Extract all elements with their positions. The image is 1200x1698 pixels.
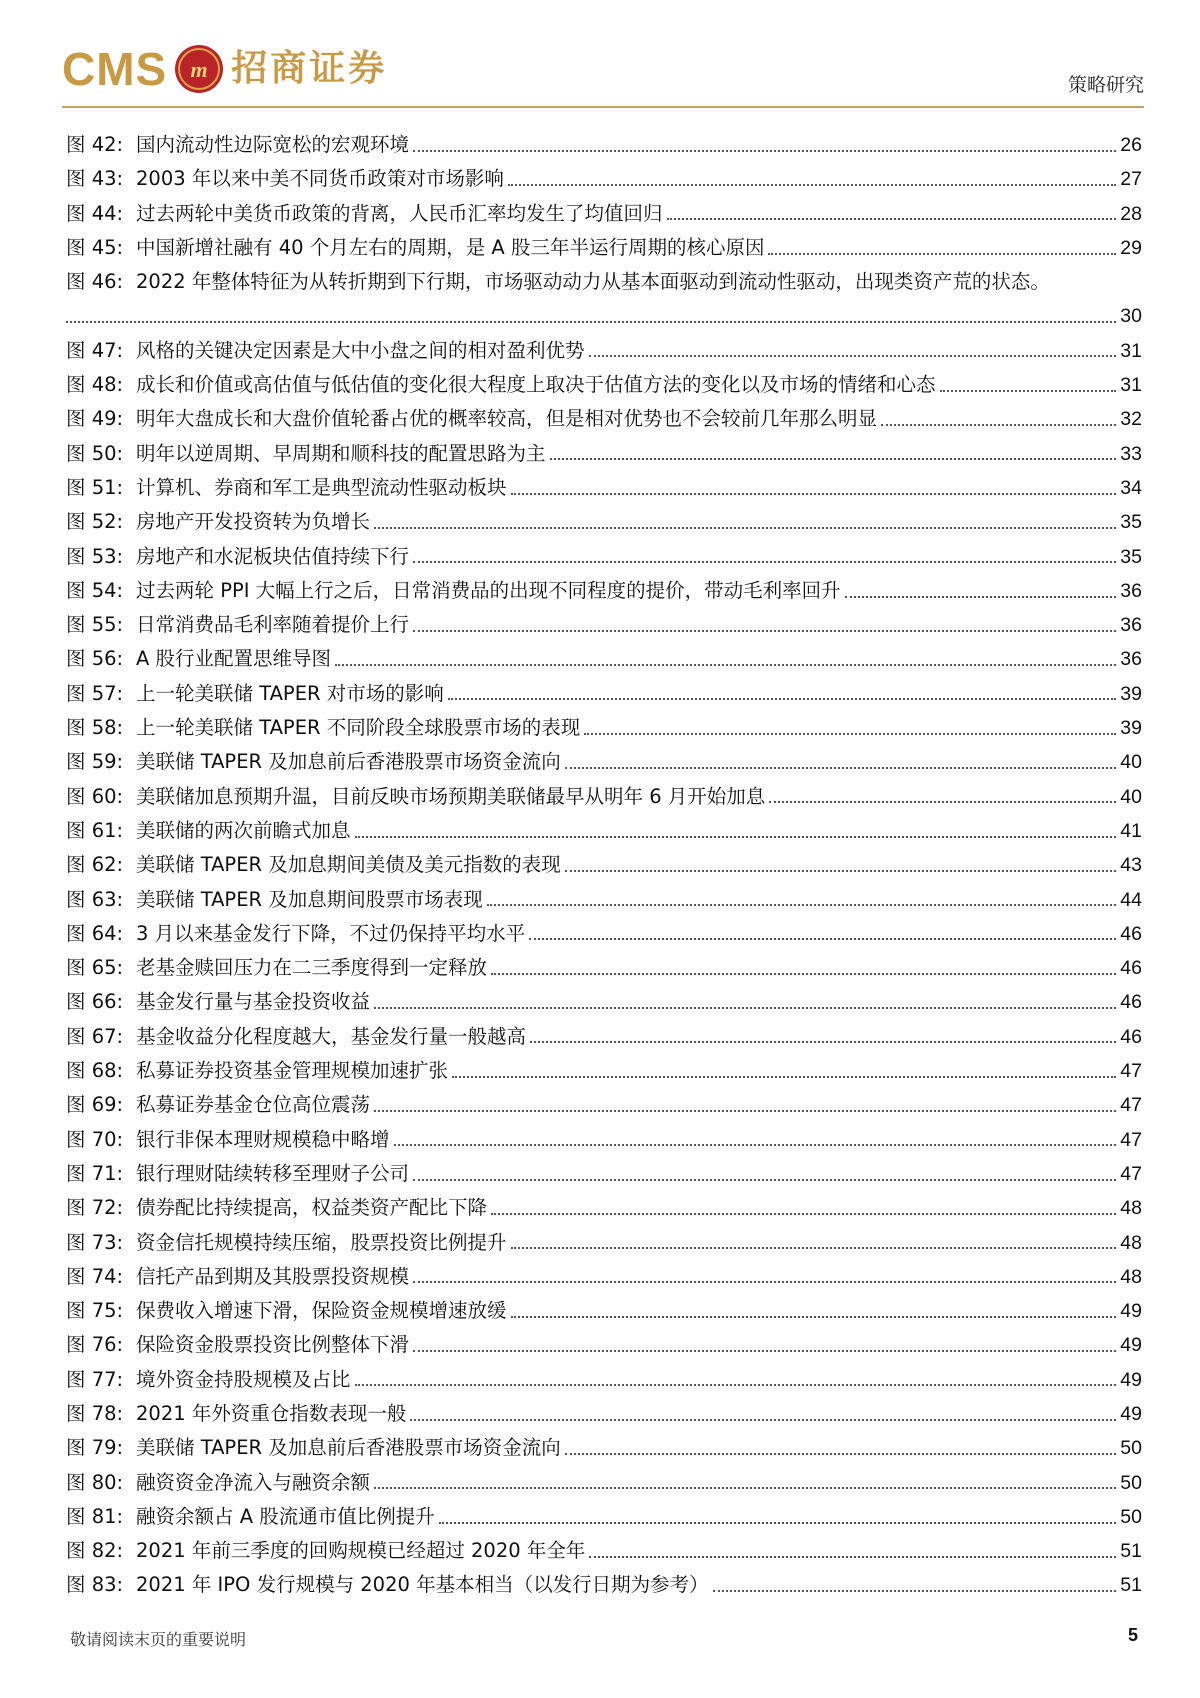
toc-figure-title: 明年以逆周期、早周期和顺科技的配置思路为主 [136, 441, 546, 465]
toc-page-number: 39 [1120, 717, 1142, 740]
toc-figure-label: 图 76: [66, 1333, 124, 1357]
toc-entry[interactable] [66, 540, 1142, 574]
toc-figure-title: 成长和价值或高估值与低估值的变化很大程度上取决于估值方法的变化以及市场的情绪和心态 [136, 373, 936, 397]
toc-dot-leader [511, 1246, 1117, 1249]
toc-figure-label: 图 62: [66, 853, 124, 877]
toc-dot-leader [355, 1383, 1117, 1386]
toc-figure-label: 图 68: [66, 1059, 124, 1083]
toc-page-number: 46 [1120, 991, 1142, 1014]
toc-figure-label: 图 47: [66, 338, 124, 362]
figure-table-of-contents [66, 128, 1142, 1603]
toc-dot-leader [565, 869, 1117, 872]
toc-dot-leader [491, 972, 1116, 975]
toc-figure-title: 房地产和水泥板块估值持续下行 [136, 544, 410, 568]
toc-figure-title: 境外资金持股规模及占比 [136, 1367, 351, 1391]
toc-figure-label: 图 61: [66, 818, 124, 842]
toc-dot-leader [335, 663, 1116, 666]
toc-dot-leader [550, 457, 1117, 460]
toc-entry[interactable] [66, 1260, 1142, 1294]
toc-figure-title: 资金信托规模持续压缩，股票投资比例提升 [136, 1230, 507, 1254]
toc-figure-label: 图 81: [66, 1504, 124, 1528]
toc-figure-title: 2021 年外资重仓指数表现一般 [136, 1401, 407, 1425]
toc-page-number: 49 [1120, 1334, 1142, 1357]
toc-page-number: 49 [1120, 1300, 1142, 1323]
toc-figure-title: A 股行业配置思维导图 [136, 647, 332, 671]
toc-dot-leader [565, 1452, 1117, 1455]
toc-figure-title: 私募证券基金仓位高位震荡 [136, 1093, 371, 1117]
toc-figure-title: 中国新增社融有 40 个月左右的周期，是 A 股三年半运行周期的核心原因 [136, 235, 765, 259]
toc-dot-leader [940, 389, 1117, 392]
toc-dot-leader [491, 1212, 1116, 1215]
toc-figure-title: 银行非保本理财规模稳中略增 [136, 1127, 390, 1151]
toc-page-number: 48 [1120, 1197, 1142, 1220]
toc-entry[interactable] [66, 677, 1142, 711]
toc-entry[interactable] [66, 231, 1142, 265]
toc-page-number: 44 [1120, 888, 1142, 911]
toc-figure-title: 2022 年整体特征为从转折期到下行期，市场驱动动力从基本面驱动到流动性驱动，出现类资产荒的状态。 [136, 270, 1050, 294]
toc-figure-label: 图 51: [66, 475, 124, 499]
page-number: 5 [1127, 1625, 1138, 1645]
toc-entry[interactable] [66, 814, 1142, 848]
toc-dot-leader [413, 1280, 1116, 1283]
toc-page-number: 50 [1120, 1437, 1142, 1460]
page-header [62, 38, 1144, 108]
toc-figure-label: 图 69: [66, 1093, 124, 1117]
toc-dot-leader [66, 320, 1116, 323]
toc-figure-label: 图 79: [66, 1436, 124, 1460]
toc-entry[interactable] [66, 1294, 1142, 1328]
toc-entry[interactable] [66, 1123, 1142, 1157]
toc-figure-title: 美联储的两次前瞻式加息 [136, 818, 351, 842]
toc-entry[interactable] [66, 780, 1142, 814]
toc-entry[interactable] [66, 437, 1142, 471]
toc-page-number: 35 [1120, 511, 1142, 534]
toc-figure-label: 图 65: [66, 956, 124, 980]
toc-dot-leader [667, 217, 1117, 220]
toc-page-number: 39 [1120, 682, 1142, 705]
toc-figure-label: 图 72: [66, 1196, 124, 1220]
toc-dot-leader [413, 560, 1116, 563]
toc-dot-leader [529, 937, 1116, 940]
toc-dot-leader [355, 835, 1117, 838]
toc-page-number: 50 [1120, 1505, 1142, 1528]
toc-page-number: 31 [1120, 339, 1142, 362]
toc-figure-title: 美联储 TAPER 及加息前后香港股票市场资金流向 [136, 750, 561, 774]
toc-page-number: 49 [1120, 1402, 1142, 1425]
toc-dot-leader [589, 1555, 1116, 1558]
toc-entry[interactable] [66, 1157, 1142, 1191]
toc-page-number: 29 [1120, 236, 1142, 259]
toc-entry[interactable] [66, 1363, 1142, 1397]
footer-disclaimer: 敬请阅读末页的重要说明 [70, 1630, 247, 1649]
toc-entry[interactable] [66, 334, 1142, 368]
toc-dot-leader [584, 732, 1116, 735]
toc-page-number: 41 [1120, 819, 1142, 842]
toc-figure-label: 图 52: [66, 510, 124, 534]
toc-dot-leader [413, 1178, 1116, 1181]
toc-figure-label: 图 67: [66, 1024, 124, 1048]
svg-text:m: m [190, 57, 208, 82]
toc-figure-label: 图 55: [66, 613, 124, 637]
toc-figure-label: 图 48: [66, 373, 124, 397]
toc-dot-leader [589, 354, 1117, 357]
toc-dot-leader [511, 1315, 1117, 1318]
toc-entry[interactable] [66, 574, 1142, 608]
toc-figure-title: 银行理财陆续转移至理财子公司 [136, 1161, 410, 1185]
toc-figure-title: 美联储 TAPER 及加息期间美债及美元指数的表现 [136, 853, 561, 877]
toc-entry[interactable] [66, 368, 1142, 402]
toc-dot-leader [410, 1418, 1116, 1421]
toc-figure-label: 图 77: [66, 1367, 124, 1391]
toc-figure-label: 图 73: [66, 1230, 124, 1254]
toc-page-number: 33 [1120, 442, 1142, 465]
toc-dot-leader [452, 1075, 1116, 1078]
toc-figure-label: 图 83: [66, 1573, 124, 1597]
toc-dot-leader [881, 423, 1116, 426]
toc-dot-leader [448, 697, 1117, 700]
toc-dot-leader [374, 1109, 1116, 1112]
toc-figure-title: 基金发行量与基金投资收益 [136, 990, 371, 1014]
toc-figure-title: 老基金赎回压力在二三季度得到一定释放 [136, 956, 488, 980]
toc-figure-title: 保险资金股票投资比例整体下滑 [136, 1333, 410, 1357]
toc-figure-label: 图 63: [66, 887, 124, 911]
toc-figure-title: 信托产品到期及其股票投资规模 [136, 1264, 410, 1288]
toc-page-number: 47 [1120, 1162, 1142, 1185]
toc-figure-label: 图 60: [66, 784, 124, 808]
toc-page-number: 30 [1120, 305, 1142, 328]
toc-entry[interactable] [66, 1054, 1142, 1088]
toc-entry[interactable] [66, 1226, 1142, 1260]
toc-figure-title: 计算机、券商和军工是典型流动性驱动板块 [136, 475, 507, 499]
toc-entry[interactable] [66, 745, 1142, 779]
toc-figure-label: 图 82: [66, 1539, 124, 1563]
toc-entry[interactable] [66, 1466, 1142, 1500]
toc-figure-label: 图 50: [66, 441, 124, 465]
toc-figure-title: 明年大盘成长和大盘价值轮番占优的概率较高，但是相对优势也不会较前几年那么明显 [136, 407, 878, 431]
toc-page-number: 47 [1120, 1060, 1142, 1083]
toc-entry[interactable] [66, 1020, 1142, 1054]
toc-entry[interactable] [66, 917, 1142, 951]
toc-page-number: 47 [1120, 1094, 1142, 1117]
toc-figure-title: 过去两轮中美货币政策的背离，人民币汇率均发生了均值回归 [136, 201, 663, 225]
toc-figure-title: 融资资金净流入与融资余额 [136, 1470, 371, 1494]
toc-entry[interactable] [66, 848, 1142, 882]
toc-page-number: 34 [1120, 476, 1142, 499]
toc-entry[interactable] [66, 1431, 1142, 1465]
toc-entry[interactable] [66, 402, 1142, 436]
toc-figure-title: 上一轮美联储 TAPER 不同阶段全球股票市场的表现 [136, 716, 581, 740]
toc-figure-title: 债券配比持续提高，权益类资产配比下降 [136, 1196, 488, 1220]
toc-dot-leader [565, 766, 1117, 769]
toc-figure-label: 图 46: [66, 270, 124, 294]
toc-figure-label: 图 58: [66, 716, 124, 740]
toc-figure-title: 美联储 TAPER 及加息前后香港股票市场资金流向 [136, 1436, 561, 1460]
toc-page-number: 32 [1120, 408, 1142, 431]
toc-dot-leader [374, 526, 1116, 529]
toc-dot-leader [413, 149, 1116, 152]
toc-entry[interactable] [66, 883, 1142, 917]
logo-latin-text: CMS [62, 43, 168, 95]
toc-figure-label: 图 70: [66, 1127, 124, 1151]
header-divider [62, 106, 1144, 108]
toc-dot-leader [768, 252, 1116, 255]
toc-figure-title: 3 月以来基金发行下降，不过仍保持平均水平 [136, 921, 526, 945]
toc-page-number: 48 [1120, 1231, 1142, 1254]
toc-figure-label: 图 54: [66, 578, 124, 602]
toc-dot-leader [439, 1521, 1117, 1524]
toc-figure-title: 私募证券投资基金管理规模加速扩张 [136, 1059, 449, 1083]
toc-entry[interactable] [66, 951, 1142, 985]
toc-page-number: 47 [1120, 1128, 1142, 1151]
toc-page-number: 48 [1120, 1265, 1142, 1288]
toc-dot-leader [413, 1349, 1116, 1352]
toc-figure-label: 图 53: [66, 544, 124, 568]
toc-entry[interactable] [66, 1088, 1142, 1122]
toc-dot-leader [511, 492, 1117, 495]
toc-page-number: 28 [1120, 202, 1142, 225]
toc-figure-title: 国内流动性边际宽松的宏观环境 [136, 133, 410, 156]
toc-dot-leader [394, 1143, 1117, 1146]
toc-figure-label: 图 45: [66, 235, 124, 259]
toc-figure-title: 美联储加息预期升温，目前反映市场预期美联储最早从明年 6 月开始加息 [136, 784, 766, 808]
toc-figure-label: 图 74: [66, 1264, 124, 1288]
toc-page-number: 43 [1120, 854, 1142, 877]
toc-figure-label: 图 80: [66, 1470, 124, 1494]
toc-figure-title: 基金收益分化程度越大，基金发行量一般越高 [136, 1024, 527, 1048]
toc-page-number: 26 [1120, 134, 1142, 156]
toc-page-number: 49 [1120, 1368, 1142, 1391]
toc-figure-title: 保费收入增速下滑，保险资金规模增速放缓 [136, 1299, 507, 1323]
toc-page-number: 51 [1120, 1574, 1142, 1597]
toc-figure-title: 2021 年前三季度的回购规模已经超过 2020 年全年 [136, 1539, 586, 1563]
toc-entry[interactable] [66, 265, 1142, 299]
toc-page-number: 46 [1120, 1025, 1142, 1048]
toc-figure-title: 2003 年以来中美不同货币政策对市场影响 [136, 167, 504, 191]
toc-entry[interactable] [66, 1534, 1142, 1568]
report-section-label: 策略研究 [1067, 74, 1144, 96]
toc-dot-leader [487, 903, 1117, 906]
toc-entry[interactable] [66, 1568, 1142, 1602]
company-logo [62, 42, 387, 96]
toc-dot-leader [769, 800, 1116, 803]
toc-figure-label: 图 56: [66, 647, 124, 671]
toc-entry[interactable] [66, 1328, 1142, 1362]
toc-figure-title: 2021 年 IPO 发行规模与 2020 年基本相当（以发行日期为参考） [136, 1573, 709, 1597]
toc-page-number: 27 [1120, 168, 1142, 191]
toc-figure-title: 美联储 TAPER 及加息期间股票市场表现 [136, 887, 483, 911]
toc-page-number: 51 [1120, 1540, 1142, 1563]
toc-dot-leader [374, 1006, 1116, 1009]
toc-figure-title: 上一轮美联储 TAPER 对市场的影响 [136, 681, 444, 705]
logo-emblem-icon [173, 43, 225, 95]
toc-figure-title: 日常消费品毛利率随着提价上行 [136, 613, 410, 637]
toc-figure-label: 图 71: [66, 1161, 124, 1185]
toc-page-number: 36 [1120, 579, 1142, 602]
toc-entry[interactable] [66, 128, 1142, 162]
toc-dot-leader [508, 183, 1116, 186]
toc-entry[interactable] [66, 162, 1142, 196]
toc-figure-title: 房地产开发投资转为负增长 [136, 510, 371, 534]
toc-entry[interactable] [66, 471, 1142, 505]
toc-page-number: 46 [1120, 957, 1142, 980]
toc-figure-title: 过去两轮 PPI 大幅上行之后，日常消费品的出现不同程度的提价，带动毛利率回升 [136, 578, 841, 602]
toc-page-number: 36 [1120, 614, 1142, 637]
toc-dot-leader [530, 1040, 1116, 1043]
toc-page-number: 36 [1120, 648, 1142, 671]
toc-figure-label: 图 59: [66, 750, 124, 774]
toc-entry[interactable] [66, 985, 1142, 1019]
toc-entry[interactable] [66, 1397, 1142, 1431]
toc-entry[interactable] [66, 197, 1142, 231]
toc-page-number: 50 [1120, 1471, 1142, 1494]
toc-figure-label: 图 66: [66, 990, 124, 1014]
toc-entry[interactable] [66, 608, 1142, 642]
toc-figure-label: 图 75: [66, 1299, 124, 1323]
toc-entry-continuation[interactable] [66, 299, 1142, 333]
toc-page-number: 40 [1120, 785, 1142, 808]
toc-figure-label: 图 57: [66, 681, 124, 705]
toc-dot-leader [374, 1486, 1116, 1489]
toc-figure-label: 图 49: [66, 407, 124, 431]
toc-entry[interactable] [66, 1191, 1142, 1225]
toc-figure-label: 图 44: [66, 201, 124, 225]
toc-page-number: 31 [1120, 374, 1142, 397]
toc-figure-title: 风格的关键决定因素是大中小盘之间的相对盈利优势 [136, 338, 585, 362]
toc-entry[interactable] [66, 711, 1142, 745]
toc-figure-label: 图 64: [66, 921, 124, 945]
toc-dot-leader [413, 629, 1116, 632]
toc-page-number: 40 [1120, 751, 1142, 774]
toc-page-number: 46 [1120, 922, 1142, 945]
logo-chinese-text: 招商证券 [231, 48, 388, 89]
toc-dot-leader [845, 595, 1117, 598]
toc-figure-label: 图 43: [66, 167, 124, 191]
toc-figure-label: 图 42: [66, 133, 124, 156]
toc-figure-label: 图 78: [66, 1401, 124, 1425]
toc-entry[interactable] [66, 505, 1142, 539]
toc-entry[interactable] [66, 642, 1142, 676]
toc-dot-leader [713, 1589, 1117, 1592]
toc-figure-title: 融资余额占 A 股流通市值比例提升 [136, 1504, 435, 1528]
toc-entry[interactable] [66, 1500, 1142, 1534]
toc-page-number: 35 [1120, 545, 1142, 568]
